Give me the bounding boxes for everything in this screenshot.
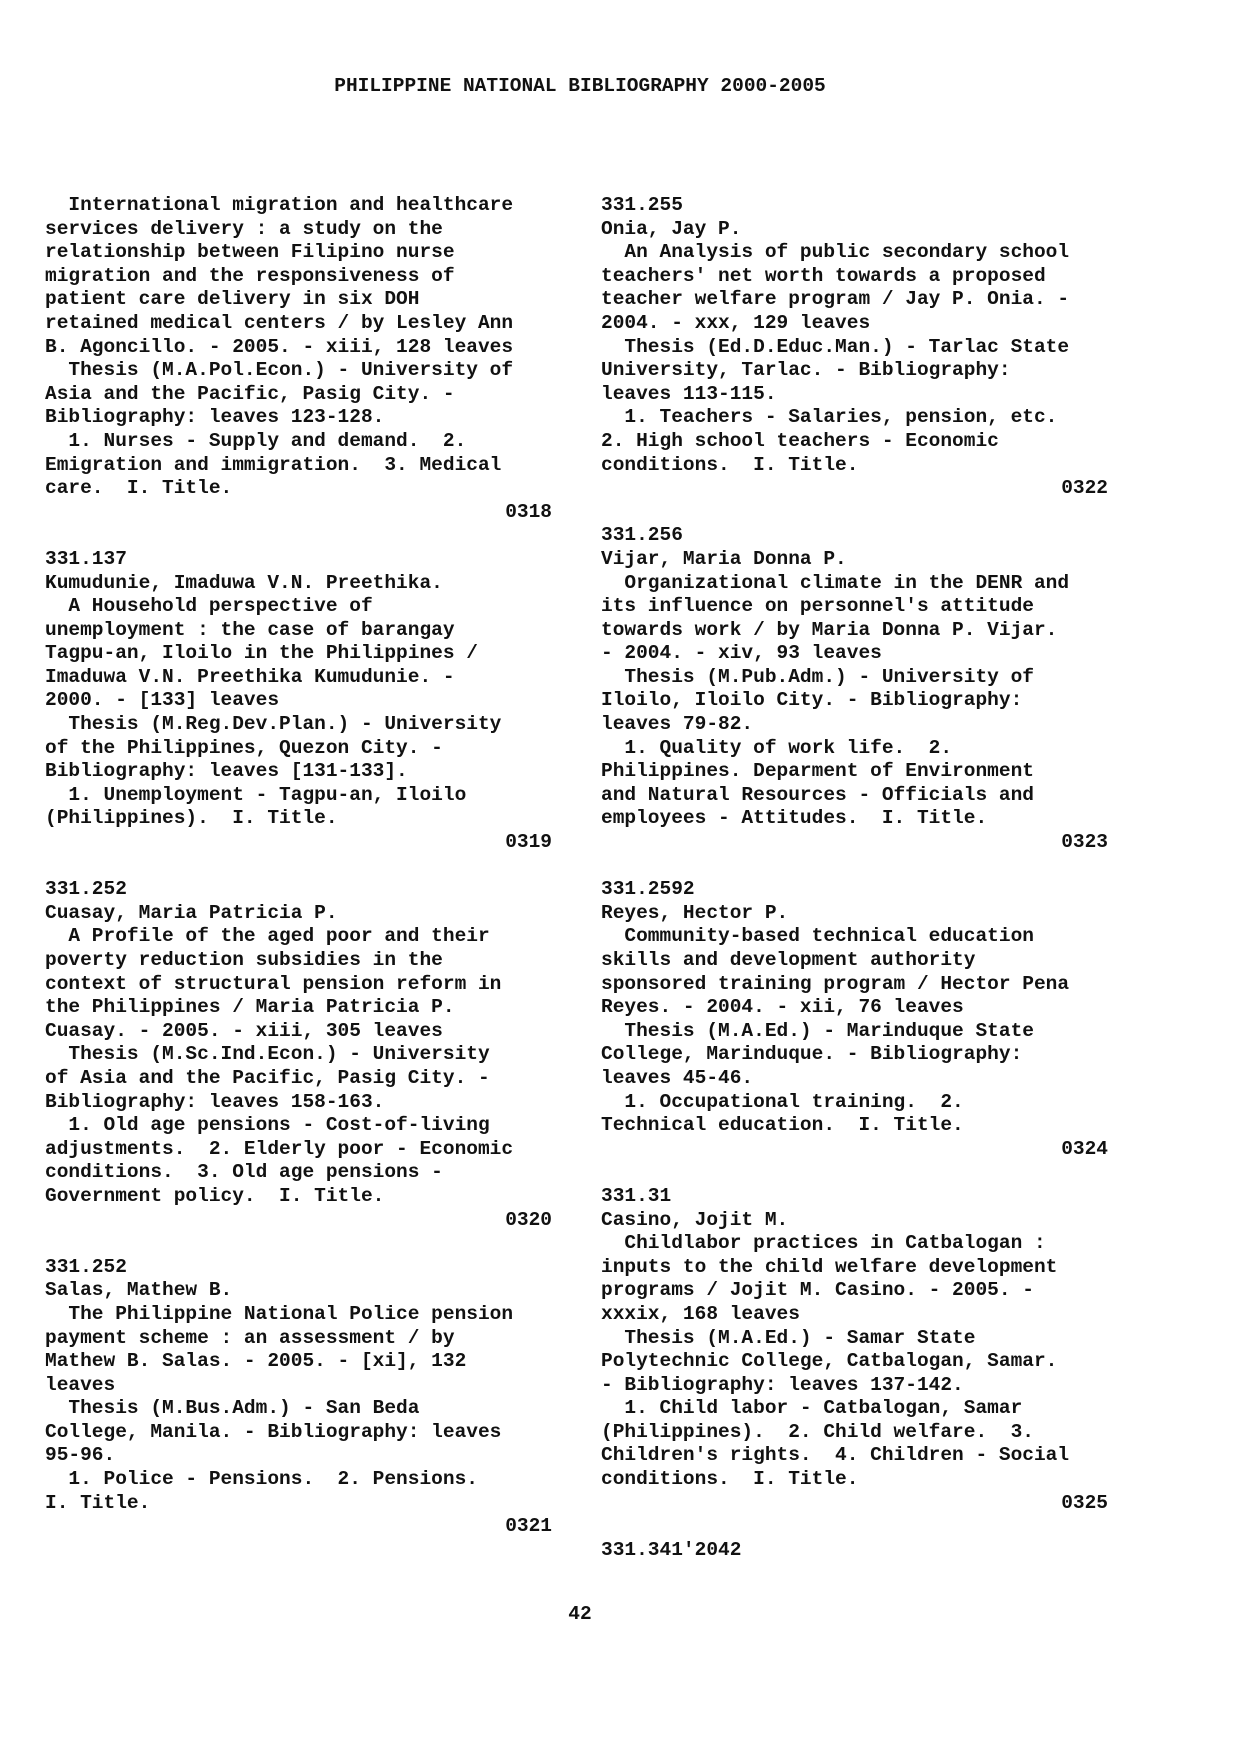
entry-line: leaves 113-115. bbox=[601, 382, 777, 405]
entry-line: International migration and healthcare bbox=[45, 194, 514, 216]
entry-line: University, Tarlac. - Bibliography: bbox=[601, 359, 1011, 382]
entry-line: conditions. 3. Old age pensions - bbox=[45, 1161, 443, 1184]
entry-line: College, Manila. - Bibliography: leaves bbox=[45, 1420, 502, 1443]
bibliography-entry bbox=[601, 194, 1131, 501]
entry-line: 1. Occupational training. 2. bbox=[601, 1090, 964, 1113]
entry-line: 331.255 bbox=[601, 194, 683, 216]
entry-gap bbox=[601, 855, 1131, 879]
entry-number: 0320 bbox=[505, 1208, 552, 1231]
entry-line: skills and development authority bbox=[601, 949, 976, 971]
bibliography-entry bbox=[45, 194, 575, 524]
entry-line: Mathew B. Salas. - 2005. - [xi], 132 bbox=[45, 1350, 467, 1373]
entry-line: the Philippines / Maria Patricia P. bbox=[45, 996, 455, 1019]
entry-line: Asia and the Pacific, Pasig City. - bbox=[45, 382, 455, 405]
entry-line: Childlabor practices in Catbalogan : bbox=[601, 1232, 1046, 1255]
entry-line: adjustments. 2. Elderly poor - Economic bbox=[45, 1137, 514, 1160]
bibliography-entry bbox=[45, 878, 575, 1232]
entry-gap bbox=[601, 1161, 1131, 1185]
entry-line: Philippines. Deparment of Environment bbox=[601, 760, 1034, 783]
entry-line: patient care delivery in six DOH bbox=[45, 288, 420, 311]
entry-line: relationship between Filipino nurse bbox=[45, 241, 455, 264]
entry-number: 0325 bbox=[1061, 1491, 1108, 1514]
entry-line: 1. Quality of work life. 2. bbox=[601, 736, 953, 759]
entry-line: A Profile of the aged poor and their bbox=[45, 925, 490, 948]
entry-number: 0324 bbox=[1061, 1137, 1108, 1160]
page-number: 42 bbox=[568, 1603, 592, 1625]
entry-line: 331.252 bbox=[45, 878, 127, 901]
entry-line: Thesis (M.A.Ed.) - Samar State bbox=[601, 1326, 976, 1349]
entry-line: Vijar, Maria Donna P. bbox=[601, 547, 847, 570]
entry-line: Thesis (M.A.Ed.) - Marinduque State bbox=[601, 1019, 1034, 1042]
entry-line: 331.341'2042 bbox=[601, 1538, 742, 1561]
entry-line: The Philippine National Police pension bbox=[45, 1302, 514, 1325]
bibliography-entry bbox=[45, 548, 575, 855]
entry-line: 331.256 bbox=[601, 524, 683, 547]
entry-line: 1. Unemployment - Tagpu-an, Iloilo bbox=[45, 783, 467, 806]
entry-line: College, Marinduque. - Bibliography: bbox=[601, 1043, 1023, 1066]
entry-line: 1. Child labor - Catbalogan, Samar bbox=[601, 1397, 1023, 1420]
entry-line: An Analysis of public secondary school bbox=[601, 241, 1070, 264]
entry-line: sponsored training program / Hector Pena bbox=[601, 972, 1070, 995]
entry-line: - Bibliography: leaves 137-142. bbox=[601, 1373, 964, 1396]
entry-line: 1. Police - Pensions. 2. Pensions. bbox=[45, 1468, 478, 1491]
entry-line: 1. Old age pensions - Cost-of-living bbox=[45, 1114, 490, 1137]
entry-line: Bibliography: leaves [131-133]. bbox=[45, 760, 408, 783]
bibliography-entry bbox=[601, 1539, 1131, 1563]
entry-line: migration and the responsiveness of bbox=[45, 264, 455, 287]
entry-number: 0323 bbox=[1061, 831, 1108, 854]
entry-line: Onia, Jay P. bbox=[601, 217, 742, 240]
entry-line: - 2004. - xiv, 93 leaves bbox=[601, 642, 882, 665]
entry-line: Polytechnic College, Catbalogan, Samar. bbox=[601, 1350, 1058, 1373]
entry-line: of Asia and the Pacific, Pasig City. - bbox=[45, 1066, 490, 1089]
entry-line: Children's rights. 4. Children - Social bbox=[601, 1444, 1070, 1467]
entry-gap bbox=[601, 1515, 1131, 1539]
entry-line: teacher welfare program / Jay P. Onia. - bbox=[601, 288, 1070, 311]
entry-line: Thesis (M.Pub.Adm.) - University of bbox=[601, 665, 1034, 688]
entry-line: 95-96. bbox=[45, 1444, 116, 1467]
entry-line: programs / Jojit M. Casino. - 2005. - bbox=[601, 1279, 1034, 1302]
entry-line: towards work / by Maria Donna P. Vijar. bbox=[601, 618, 1058, 641]
entry-line: Tagpu-an, Iloilo in the Philippines / bbox=[45, 642, 478, 665]
entry-line: Organizational climate in the DENR and bbox=[601, 571, 1070, 594]
entry-line: inputs to the child welfare development bbox=[601, 1255, 1058, 1278]
entry-line: of the Philippines, Quezon City. - bbox=[45, 736, 443, 759]
entry-line: services delivery : a study on the bbox=[45, 217, 443, 240]
entry-line: teachers' net worth towards a proposed bbox=[601, 264, 1046, 287]
entry-line: 1. Teachers - Salaries, pension, etc. bbox=[601, 406, 1058, 429]
bibliography-entry bbox=[601, 524, 1131, 854]
entry-line: poverty reduction subsidies in the bbox=[45, 949, 443, 971]
entry-line: care. I. Title. bbox=[45, 477, 233, 500]
entry-line: I. Title. bbox=[45, 1491, 151, 1514]
entry-line: unemployment : the case of barangay bbox=[45, 618, 455, 641]
entry-line: Casino, Jojit M. bbox=[601, 1208, 789, 1231]
entry-line: 2. High school teachers - Economic bbox=[601, 429, 999, 452]
entry-gap bbox=[45, 524, 575, 548]
entry-line: Thesis (M.A.Pol.Econ.) - University of bbox=[45, 359, 514, 382]
entry-line: conditions. I. Title. bbox=[601, 453, 859, 476]
entry-line: Thesis (M.Bus.Adm.) - San Beda bbox=[45, 1397, 420, 1420]
entry-line: Reyes. - 2004. - xii, 76 leaves bbox=[601, 996, 964, 1019]
entry-line: employees - Attitudes. I. Title. bbox=[601, 807, 988, 830]
entry-line: xxxix, 168 leaves bbox=[601, 1302, 800, 1325]
entry-line: payment scheme : an assessment / by bbox=[45, 1326, 455, 1349]
bibliography-entry bbox=[45, 1256, 575, 1539]
entry-gap bbox=[601, 501, 1131, 525]
entry-line: 2000. - [133] leaves bbox=[45, 689, 280, 712]
entry-line: Community-based technical education bbox=[601, 925, 1034, 948]
entry-line: 331.252 bbox=[45, 1255, 127, 1278]
entry-line: Iloilo, Iloilo City. - Bibliography: bbox=[601, 689, 1023, 712]
entry-line: and Natural Resources - Officials and bbox=[601, 783, 1034, 806]
entry-line: Thesis (Ed.D.Educ.Man.) - Tarlac State bbox=[601, 335, 1070, 358]
entry-line: Imaduwa V.N. Preethika Kumudunie. - bbox=[45, 665, 455, 688]
entry-line: Thesis (M.Sc.Ind.Econ.) - University bbox=[45, 1043, 490, 1066]
entry-line: Bibliography: leaves 158-163. bbox=[45, 1090, 385, 1113]
entry-line: Technical education. I. Title. bbox=[601, 1114, 964, 1137]
entry-line: Cuasay. - 2005. - xiii, 305 leaves bbox=[45, 1019, 443, 1042]
entry-line: leaves bbox=[45, 1373, 116, 1396]
right-column bbox=[601, 194, 1131, 1562]
entry-line: (Philippines). I. Title. bbox=[45, 807, 338, 830]
entry-line: Bibliography: leaves 123-128. bbox=[45, 406, 385, 429]
entry-line: 331.137 bbox=[45, 547, 127, 570]
entry-line: 331.31 bbox=[601, 1184, 672, 1207]
entry-gap bbox=[45, 855, 575, 879]
entry-line: conditions. I. Title. bbox=[601, 1468, 859, 1491]
entry-line: Cuasay, Maria Patricia P. bbox=[45, 901, 338, 924]
entry-line: (Philippines). 2. Child welfare. 3. bbox=[601, 1420, 1034, 1443]
entry-line: Government policy. I. Title. bbox=[45, 1184, 385, 1207]
entry-gap bbox=[45, 1232, 575, 1256]
entry-number: 0319 bbox=[505, 831, 552, 854]
entry-line: retained medical centers / by Lesley Ann bbox=[45, 311, 514, 334]
entry-line: Thesis (M.Reg.Dev.Plan.) - University bbox=[45, 713, 502, 736]
entry-line: 331.2592 bbox=[601, 878, 695, 901]
entry-line: context of structural pension reform in bbox=[45, 972, 502, 995]
entry-number: 0321 bbox=[505, 1515, 552, 1538]
entry-line: its influence on personnel's attitude bbox=[601, 595, 1034, 618]
entry-number: 0322 bbox=[1061, 477, 1108, 500]
entry-line: leaves 45-46. bbox=[601, 1066, 754, 1089]
entry-line: B. Agoncillo. - 2005. - xiii, 128 leaves bbox=[45, 335, 514, 358]
entry-line: Emigration and immigration. 3. Medical bbox=[45, 453, 502, 476]
entry-number: 0318 bbox=[505, 500, 552, 523]
entry-line: Salas, Mathew B. bbox=[45, 1279, 233, 1302]
entry-line: leaves 79-82. bbox=[601, 713, 754, 736]
entry-line: A Household perspective of bbox=[45, 595, 373, 618]
page-header: PHILIPPINE NATIONAL BIBLIOGRAPHY 2000-2005 bbox=[334, 75, 826, 97]
entry-line: Kumudunie, Imaduwa V.N. Preethika. bbox=[45, 571, 443, 594]
entry-line: 1. Nurses - Supply and demand. 2. bbox=[45, 429, 467, 452]
entry-line: 2004. - xxx, 129 leaves bbox=[601, 311, 871, 334]
bibliography-entry bbox=[601, 1185, 1131, 1515]
bibliography-entry bbox=[601, 878, 1131, 1161]
left-column bbox=[45, 194, 575, 1539]
entry-line: Reyes, Hector P. bbox=[601, 901, 789, 924]
